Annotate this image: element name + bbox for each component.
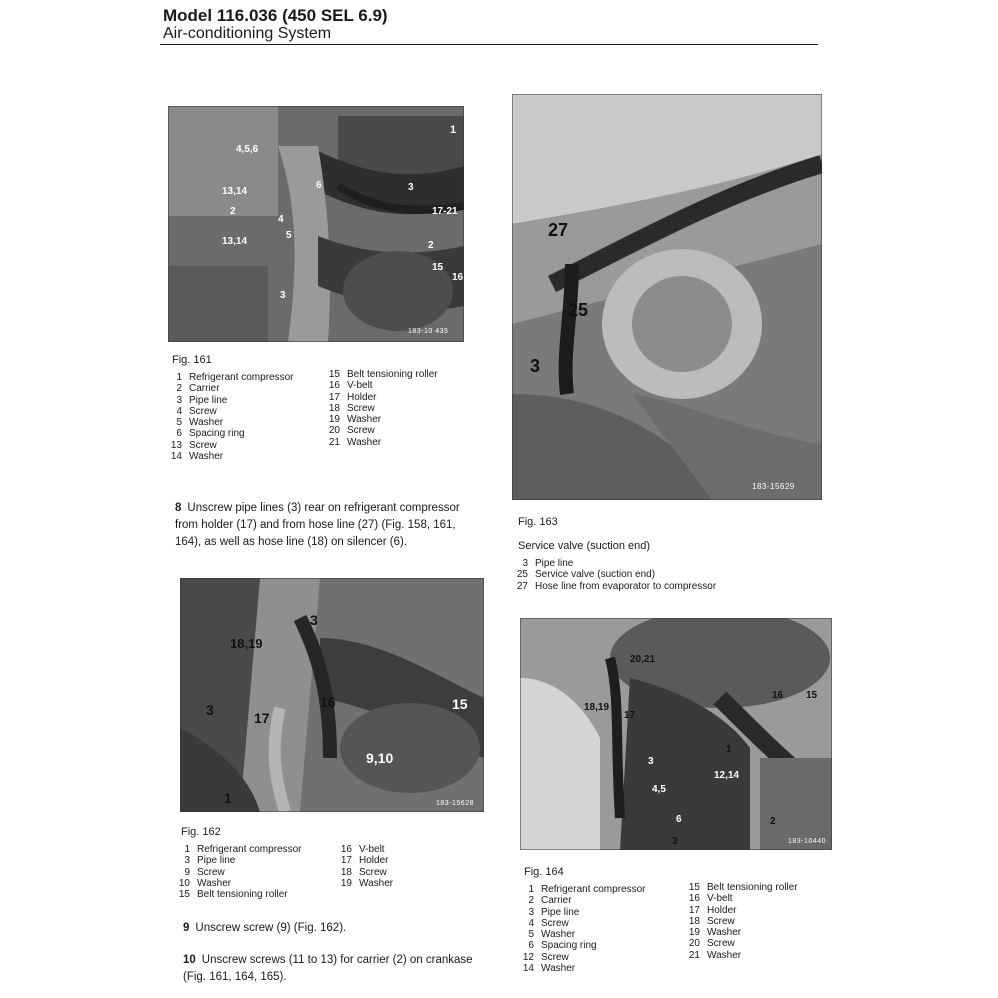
legend-row: 15 Belt tensioning roller <box>688 882 798 893</box>
fig164-callout: 15 <box>806 690 818 701</box>
fig162-legend-right <box>330 844 393 889</box>
legend-row: 25 Service valve (suction end) <box>516 569 656 581</box>
legend-row: 3 Pipe line <box>522 558 574 569</box>
page-section-title: Air-conditioning System <box>163 25 332 42</box>
fig161-callout: 6 <box>316 180 322 191</box>
legend-row: 1 Refrigerant compressor <box>528 884 646 895</box>
step-number: 10 <box>183 954 196 966</box>
legend-row: 3 Pipe line <box>528 906 580 918</box>
fig161-legend-right <box>318 369 438 448</box>
fig162-callout: 1 <box>224 790 232 806</box>
fig161-callout: 16 <box>452 272 464 283</box>
fig163-caption: Fig. 163 <box>518 516 558 528</box>
legend-row: 12 Screw <box>522 951 569 963</box>
fig162-callout: 17 <box>254 710 270 726</box>
fig162-callout: 18,19 <box>230 636 263 651</box>
fig164-callout: 3 <box>648 756 654 767</box>
fig164-callout: 16 <box>772 690 784 701</box>
legend-row: 2 Carrier <box>176 383 220 395</box>
fig162-callout: 3 <box>310 612 318 628</box>
fig161-callout: 13,14 <box>222 236 248 247</box>
fig161-callout: 3 <box>408 182 414 193</box>
fig162-caption: Fig. 162 <box>181 826 221 838</box>
fig164-callout: 12,14 <box>714 770 740 781</box>
legend-row: 19 Washer <box>328 414 382 426</box>
fig162-callout: 9,10 <box>366 750 394 766</box>
legend-row: 20 Screw <box>328 425 375 437</box>
legend-row: 3 Pipe line <box>184 855 236 867</box>
legend-row: 9 Screw <box>184 866 225 878</box>
legend-row: 19 Washer <box>688 927 742 939</box>
fig163-subtitle: Service valve (suction end) <box>518 540 651 552</box>
fig162-legend-left <box>168 844 301 900</box>
step-text: Unscrew screws (11 to 13) for carrier (2) on crankase (Fig. 161, 164, 165). <box>183 954 473 983</box>
fig164-caption: Fig. 164 <box>524 866 564 878</box>
step-9 <box>183 920 473 937</box>
legend-row: 27 Hose line from evaporator to compressor <box>516 580 717 592</box>
legend-row: 2 Carrier <box>528 895 572 907</box>
legend-row: 6 Spacing ring <box>176 428 245 440</box>
step-text: Unscrew screw (9) (Fig. 162). <box>195 922 347 934</box>
fig161-callout: 17-21 <box>432 206 458 217</box>
fig162-photo <box>180 578 484 812</box>
legend-row: 1 Refrigerant compressor <box>176 372 294 383</box>
fig161-callout: 4 <box>278 214 284 225</box>
fig164-callout: 2 <box>770 816 776 827</box>
legend-row: 6 Spacing ring <box>528 940 597 952</box>
legend-row: 21 Washer <box>688 949 742 961</box>
legend-row: 4 Screw <box>176 405 217 417</box>
page-model-title: Model 116.036 (450 SEL 6.9) <box>163 6 388 25</box>
legend-row: 3 Pipe line <box>176 394 228 406</box>
fig163-callout: 25 <box>568 300 589 320</box>
fig163-photo-art <box>512 94 822 500</box>
fig161-callout: 2 <box>230 206 236 217</box>
fig161-photo-art <box>168 106 464 342</box>
legend-row: 4 Screw <box>528 917 569 929</box>
step-8 <box>175 500 470 551</box>
fig161-callout: 15 <box>432 262 444 273</box>
fig164-callout: 17 <box>624 710 636 721</box>
legend-row: 17 Holder <box>340 855 389 867</box>
fig162-callout: 16 <box>320 694 336 710</box>
fig164-callout: 6 <box>676 814 682 825</box>
legend-row: 19 Washer <box>340 877 394 889</box>
legend-row: 18 Screw <box>340 866 387 878</box>
fig163-callout: 3 <box>530 356 541 376</box>
fig161-caption: Fig. 161 <box>172 354 212 366</box>
legend-row: 18 Screw <box>328 402 375 414</box>
step-number: 9 <box>183 922 190 934</box>
fig163-legend <box>506 558 716 592</box>
fig164-callout: 4,5 <box>652 784 666 795</box>
fig164-legend-left <box>512 884 645 974</box>
fig161-callout: 2 <box>428 240 434 251</box>
legend-row: 14 Washer <box>170 451 224 463</box>
step-number: 8 <box>175 502 182 514</box>
fig163-code: 183-15629 <box>752 482 795 491</box>
fig164-callout: 3 <box>672 836 678 847</box>
fig161-callout: 3 <box>280 290 286 301</box>
legend-row: 16 V-belt <box>340 844 385 855</box>
fig163-callout: 27 <box>548 220 569 240</box>
legend-row: 20 Screw <box>688 938 735 950</box>
fig162-callout: 15 <box>452 696 468 712</box>
fig164-legend-right <box>678 882 798 961</box>
fig164-photo <box>520 618 832 850</box>
fig163-photo <box>512 94 822 500</box>
header-divider <box>160 44 818 45</box>
legend-row: 18 Screw <box>688 915 735 927</box>
legend-row: 16 V-belt <box>688 893 733 905</box>
legend-row: 5 Washer <box>176 417 224 429</box>
fig161-photo <box>168 106 464 342</box>
legend-row: 5 Washer <box>528 929 576 941</box>
legend-row: 16 V-belt <box>328 380 373 392</box>
legend-row: 10 Washer <box>178 877 232 889</box>
legend-row: 15 Belt tensioning roller <box>328 369 438 380</box>
fig164-callout: 20,21 <box>630 654 656 665</box>
legend-row: 14 Washer <box>522 963 576 975</box>
legend-row: 21 Washer <box>328 436 382 448</box>
legend-row: 1 Refrigerant compressor <box>184 844 302 855</box>
fig162-callout: 3 <box>206 702 214 718</box>
fig161-callout: 5 <box>286 230 292 241</box>
fig161-code: 183-10 435 <box>408 328 449 335</box>
fig164-callout: 18,19 <box>584 702 610 713</box>
fig161-callout: 13,14 <box>222 186 248 197</box>
fig161-callout: 1 <box>450 124 457 136</box>
legend-row: 17 Holder <box>328 391 377 403</box>
fig164-code: 183-10440 <box>788 838 826 845</box>
step-text: Unscrew pipe lines (3) rear on refrigerant compressor from holder (17) and from hose line (27) (Fig. 158, 161, 164), as well as hose line (18) on silencer (6). <box>175 502 460 548</box>
legend-row: 13 Screw <box>170 439 217 451</box>
legend-row: 17 Holder <box>688 904 737 916</box>
fig161-callout: 4,5,6 <box>236 144 259 155</box>
legend-row: 15 Belt tensioning roller <box>178 889 288 901</box>
fig164-callout: 1 <box>726 744 732 755</box>
step-10 <box>183 952 473 986</box>
fig161-legend-left <box>160 372 293 462</box>
fig162-code: 183-15628 <box>436 800 474 807</box>
